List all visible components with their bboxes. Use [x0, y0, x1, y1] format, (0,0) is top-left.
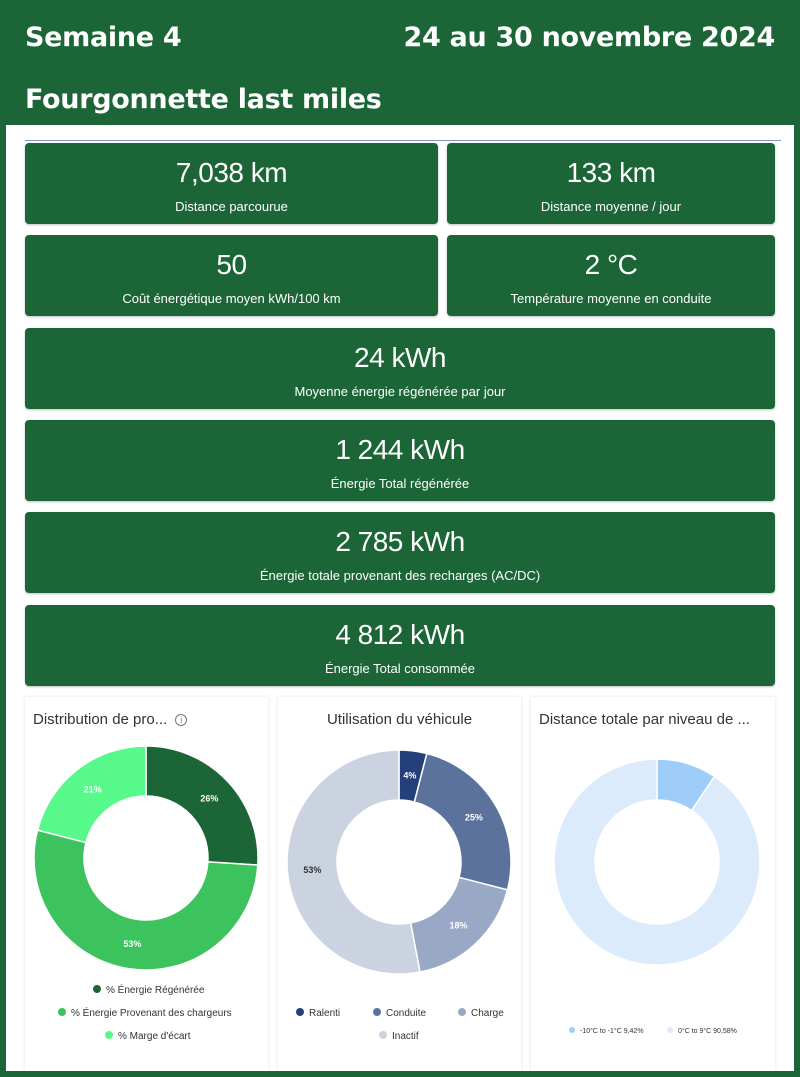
kpi-label: Coût énergétique moyen kWh/100 km	[122, 291, 341, 306]
slice-value-label: 53%	[303, 865, 322, 876]
distance-by-temperature-chart-card	[531, 697, 775, 1071]
donut-slice[interactable]	[146, 746, 258, 865]
kpi-value: 1 244 kWh	[335, 434, 465, 465]
energy-distribution-donut	[25, 737, 268, 987]
kpi-avg-distance-card	[447, 143, 775, 224]
report-header	[25, 22, 775, 53]
slice-value-label: 18%	[449, 920, 468, 931]
kpi-label: Énergie Total consommée	[324, 661, 476, 676]
legend-label: % Énergie Provenant des chargeurs	[71, 1008, 232, 1019]
legend-swatch	[296, 1008, 304, 1016]
kpi-energy-cost-card	[25, 235, 438, 316]
vehicle-title: Fourgonnette last miles	[25, 84, 382, 115]
kpi-value: 2 °C	[584, 249, 638, 280]
kpi-value: 50	[216, 249, 247, 280]
legend-item[interactable]	[458, 1008, 504, 1019]
legend-swatch	[58, 1008, 66, 1016]
legend-swatch	[458, 1008, 466, 1016]
legend-label: -10°C to -1°C 9,42%	[580, 1028, 644, 1035]
kpi-temperature-card	[447, 235, 775, 316]
legend-item[interactable]	[296, 1008, 340, 1019]
vehicle-usage-donut	[278, 737, 521, 987]
donut-slice[interactable]	[38, 746, 146, 843]
kpi-avg-regen-card	[25, 328, 775, 409]
legend-label: % Marge d'écart	[118, 1031, 191, 1042]
legend-label: Conduite	[386, 1008, 427, 1019]
chart-title: Distribution de pro...	[33, 711, 168, 728]
legend-item[interactable]	[93, 985, 204, 996]
kpi-recharge-energy-card	[25, 512, 775, 593]
legend-label: % Énergie Régénérée	[106, 985, 205, 996]
panel-divider	[25, 140, 781, 141]
distance-by-temperature-donut	[531, 737, 775, 987]
legend-item[interactable]	[569, 1027, 644, 1035]
legend-label: 0°C to 9°C 90,58%	[678, 1028, 737, 1035]
legend-item[interactable]	[105, 1031, 191, 1042]
kpi-label: Température moyenne en conduite	[510, 291, 712, 306]
slice-value-label: 26%	[200, 793, 219, 804]
legend-item[interactable]	[379, 1031, 419, 1042]
chart-title: Utilisation du véhicule	[326, 711, 473, 728]
chart-title-row	[33, 711, 187, 728]
vehicle-usage-chart-card	[278, 697, 521, 1071]
kpi-value: 24 kWh	[354, 342, 446, 373]
slice-value-label: 21%	[83, 784, 102, 795]
slice-value-label: 4%	[403, 770, 417, 781]
kpi-value: 133 km	[566, 157, 656, 188]
legend-swatch	[93, 985, 101, 993]
legend-swatch	[569, 1027, 575, 1033]
kpi-total-regen-card	[25, 420, 775, 501]
kpi-label: Moyenne énergie régénérée par jour	[294, 384, 506, 399]
legend-swatch	[373, 1008, 381, 1016]
legend-label: Charge	[471, 1008, 504, 1019]
energy-distribution-chart-card	[25, 697, 268, 1071]
legend-item[interactable]	[58, 1008, 232, 1019]
kpi-value: 4 812 kWh	[335, 619, 465, 650]
kpi-label: Énergie Total régénérée	[330, 476, 470, 491]
legend-item[interactable]	[373, 1008, 426, 1019]
legend-swatch	[667, 1027, 673, 1033]
kpi-total-consumed-card	[25, 605, 775, 686]
legend-item[interactable]	[667, 1027, 737, 1035]
info-icon[interactable]: i	[175, 714, 187, 726]
donut-slice[interactable]	[554, 759, 760, 965]
slice-value-label: 53%	[123, 938, 142, 949]
kpi-value: 2 785 kWh	[335, 526, 465, 557]
donut-slice[interactable]	[414, 754, 511, 890]
legend-label: Ralenti	[309, 1008, 341, 1019]
kpi-value: 7,038 km	[175, 157, 288, 188]
legend-swatch	[379, 1031, 387, 1039]
legend-label: Inactif	[392, 1031, 419, 1042]
chart-title: Distance totale par niveau de ...	[539, 711, 750, 728]
kpi-label: Énergie totale provenant des recharges (AC/DC)	[259, 568, 541, 583]
kpi-distance-card	[25, 143, 438, 224]
date-range: 24 au 30 novembre 2024	[403, 22, 775, 53]
kpi-label: Distance parcourue	[175, 199, 288, 214]
dashboard-panel	[6, 125, 794, 1071]
legend-swatch	[105, 1031, 113, 1039]
kpi-label: Distance moyenne / jour	[540, 199, 682, 214]
week-label: Semaine 4	[25, 22, 182, 53]
slice-value-label: 25%	[464, 812, 483, 823]
